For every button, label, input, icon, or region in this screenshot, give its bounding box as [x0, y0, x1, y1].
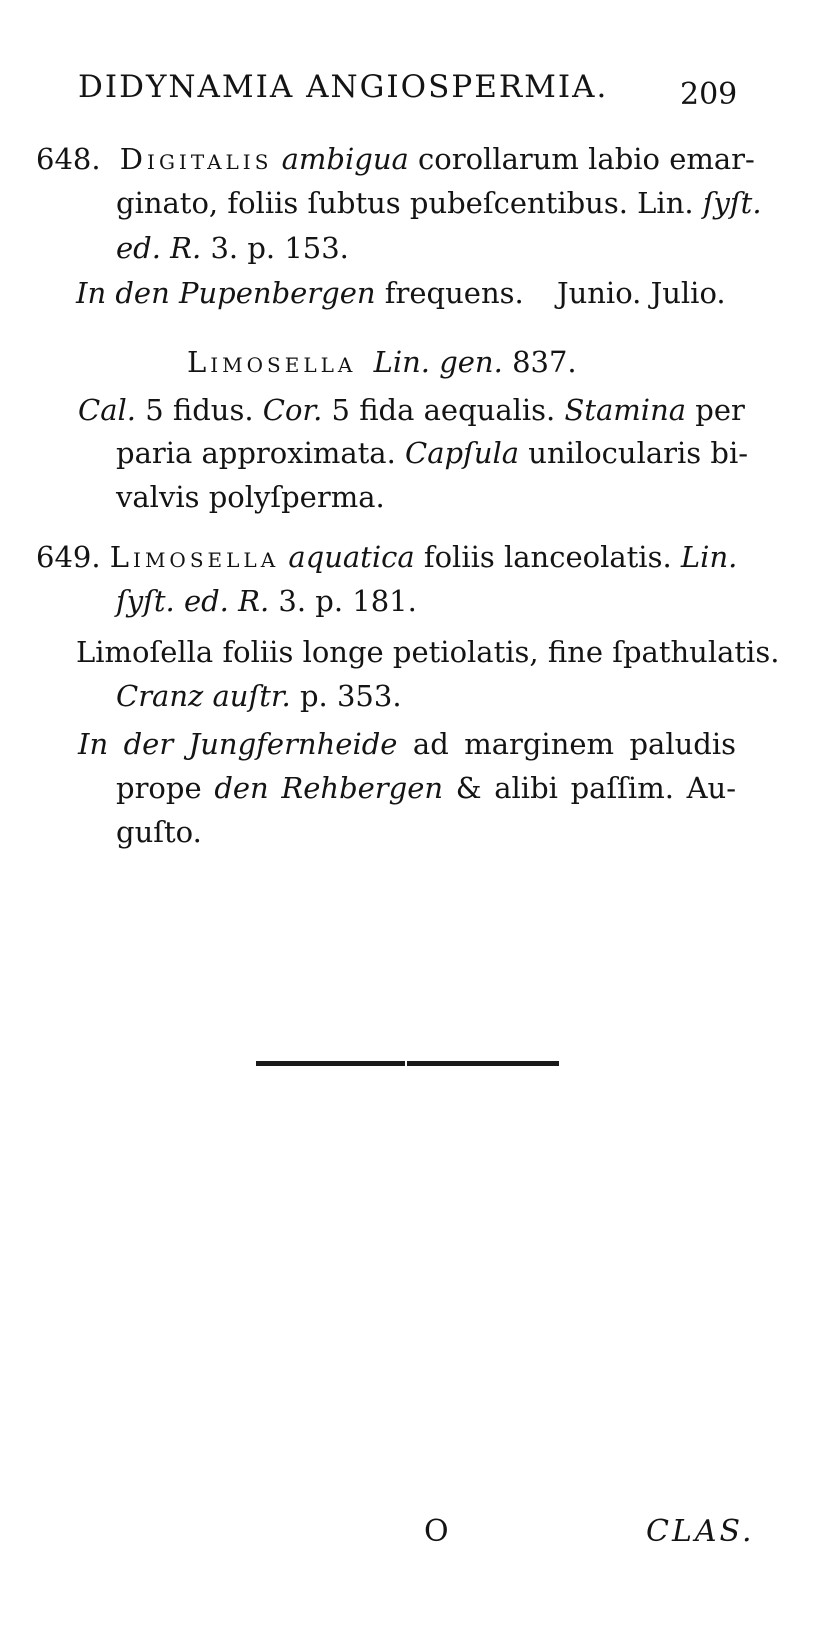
entry-649-synonym	[76, 635, 780, 669]
genus-character-line-1	[78, 393, 745, 427]
genus-character-line-2	[116, 436, 749, 470]
rule-gap	[405, 1060, 407, 1067]
genus-reference: Lin. gen.	[373, 345, 503, 379]
habitat-text: & alibi paſſim.	[455, 771, 674, 805]
character-text: paria approximata.	[116, 436, 396, 470]
description-text: ginato, foliis ſubtus pubeſcentibus.	[116, 186, 628, 220]
calyx-text: 5 fidus.	[145, 393, 254, 427]
entry-649-habitat-line-2	[116, 771, 736, 805]
genus-character-line-3	[116, 480, 385, 514]
entry-649-line-2	[116, 584, 417, 618]
stamina-label: Stamina	[564, 393, 687, 427]
genus-reference-number: 837.	[512, 345, 577, 379]
entry-649-line-1	[36, 540, 736, 574]
habitat-text: prope	[116, 771, 202, 805]
synonym-text: Limoſella foliis longe petiolatis, fine ſpathulatis.	[76, 635, 780, 669]
capsule-label: Capſula	[405, 436, 520, 470]
entry-number: 648.	[36, 142, 101, 176]
description-text: foliis lanceolatis.	[423, 540, 672, 574]
entry-649-habitat-line-3	[116, 815, 202, 849]
genus-heading-name: Limosella	[187, 345, 357, 379]
catchword: CLAS.	[646, 1514, 755, 1549]
synonym-page: p. 353.	[299, 679, 402, 713]
flowering-time: guſto.	[116, 815, 202, 849]
reference: ſyſt. ed. R.	[116, 584, 270, 618]
corolla-text: 5 fida aequalis.	[331, 393, 556, 427]
stamina-text: per	[695, 393, 745, 427]
corolla-label: Cor.	[262, 393, 323, 427]
reference: Lin.	[680, 540, 738, 574]
reference: Lin. ſyſt.	[637, 186, 762, 220]
entry-649-synonym-ref	[116, 679, 402, 713]
capsule-text: unilocularis bi-	[528, 436, 749, 470]
page-header-title: DIDYNAMIA ANGIOSPERMIA.	[78, 69, 609, 105]
section-end-rule	[256, 1061, 559, 1066]
description-text: corollarum labio emar-	[418, 142, 755, 176]
character-text: valvis polyſperma.	[116, 480, 385, 514]
habitat-location: den Rehbergen	[214, 771, 444, 805]
habitat-text: ad marginem paludis	[412, 727, 737, 761]
calyx-label: Cal.	[78, 393, 136, 427]
habitat-text: frequens.	[384, 276, 524, 310]
entry-number: 649.	[36, 540, 101, 574]
habitat-location: der Jungfernheide	[123, 727, 398, 761]
reference-page: 3. p. 181.	[278, 584, 417, 618]
synonym-reference: Cranz auſtr.	[116, 679, 291, 713]
signature-mark: O	[424, 1514, 449, 1549]
reference-page: 3. p. 153.	[210, 231, 349, 265]
habitat-location: In den Pupenbergen	[76, 276, 376, 310]
flowering-time: Junio. Julio.	[556, 276, 726, 310]
entry-648-line-3	[116, 231, 349, 265]
species-name: aquatica	[288, 540, 415, 574]
species-name: ambigua	[281, 142, 409, 176]
genus-heading	[187, 345, 577, 379]
entry-648-line-2	[116, 186, 762, 220]
habitat-in: In	[78, 727, 109, 761]
entry-648-habitat	[76, 276, 726, 310]
page-number: 209	[680, 77, 738, 112]
reference: ed. R.	[116, 231, 202, 265]
entry-648-line-1	[36, 142, 755, 176]
genus-name: Digitalis	[119, 142, 273, 176]
genus-name: Limosella	[109, 540, 280, 574]
entry-649-habitat-line-1	[78, 727, 736, 761]
flowering-time: Au-	[686, 771, 737, 805]
